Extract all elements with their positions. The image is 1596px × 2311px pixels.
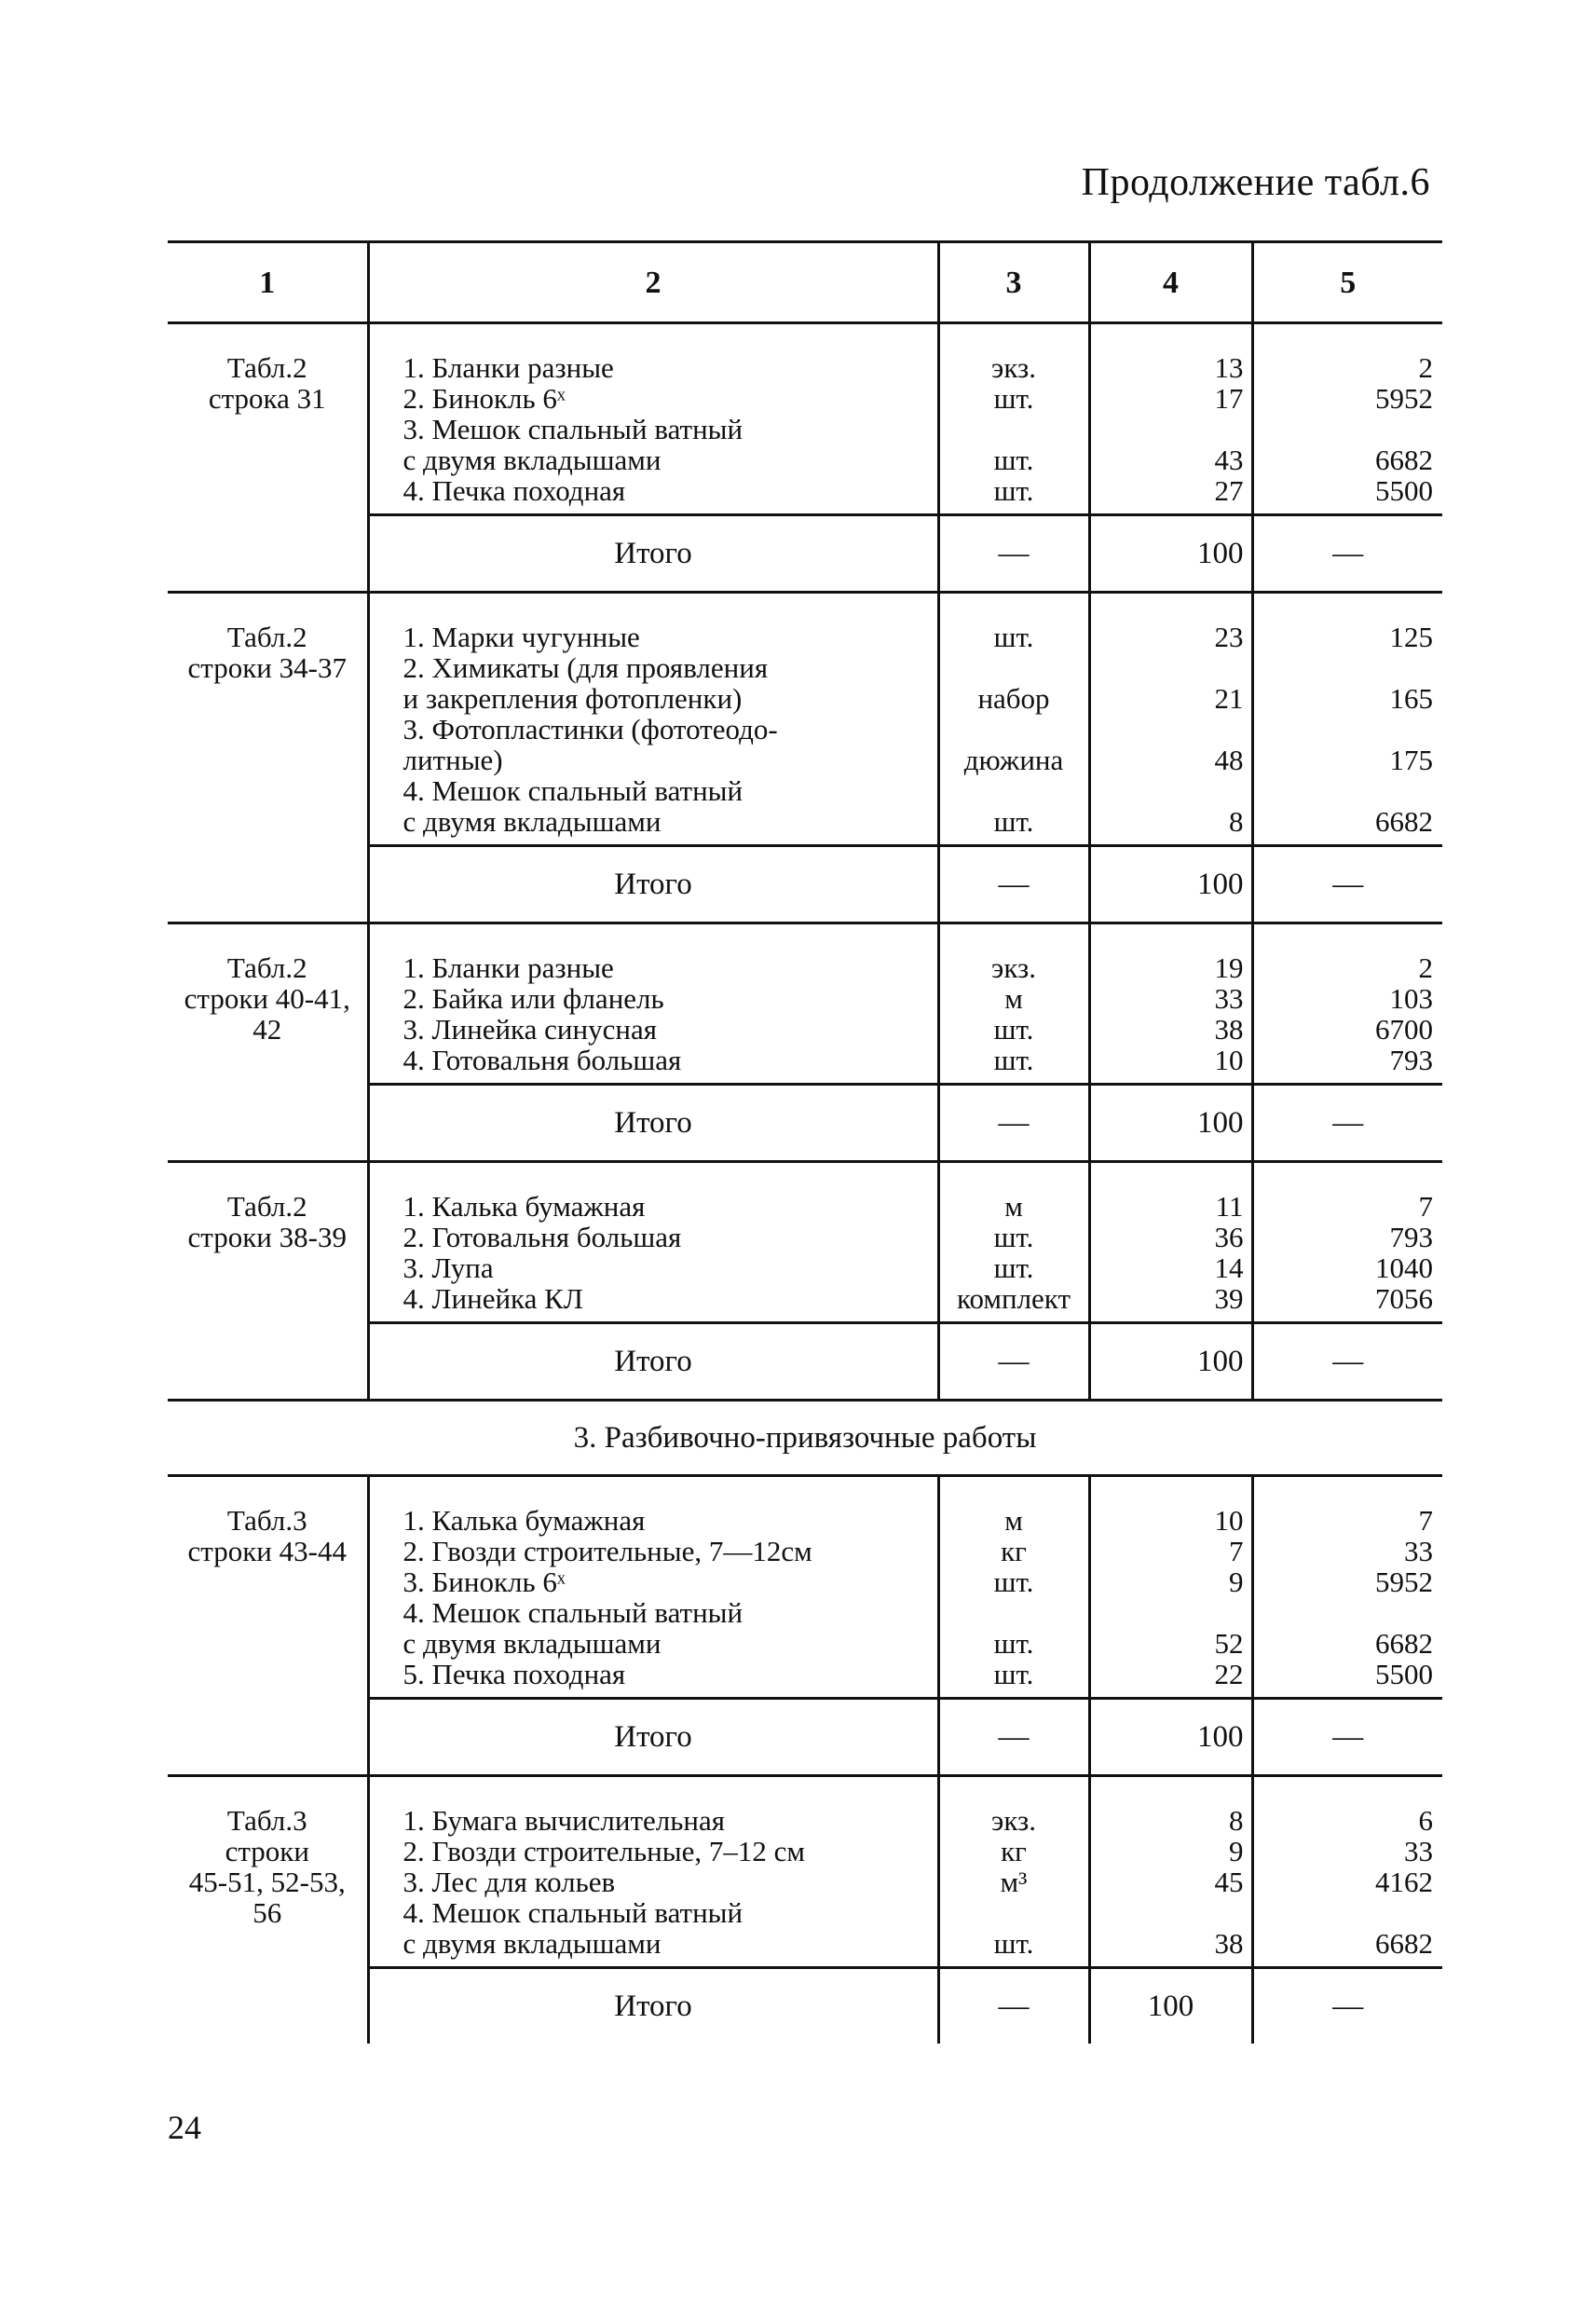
price-line: 793 bbox=[1389, 1221, 1433, 1253]
page-number: 24 bbox=[168, 2109, 201, 2146]
price-line: 6 bbox=[1418, 1804, 1433, 1837]
items-line: 3. Лес для кольев bbox=[402, 1866, 616, 1898]
qty-line: 14 bbox=[1214, 1251, 1244, 1284]
source-line: строки 34-37 bbox=[187, 651, 347, 684]
price-line bbox=[1254, 414, 1434, 444]
price-line: 6682 bbox=[1375, 1927, 1433, 1960]
header-col-3: 3 bbox=[938, 242, 1089, 323]
price-line bbox=[1254, 1597, 1434, 1628]
total-units: — bbox=[938, 515, 1089, 593]
source-line: строки 43-44 bbox=[187, 1535, 347, 1567]
price-line: 5500 bbox=[1375, 1658, 1433, 1690]
source-line: строки bbox=[225, 1835, 309, 1867]
items-line: 2. Химикаты (для проявления bbox=[402, 651, 769, 684]
price-line: 5500 bbox=[1375, 474, 1433, 507]
items-line: 4. Мешок спальный ватный bbox=[402, 774, 743, 807]
source-line: Табл.3 bbox=[226, 1804, 307, 1837]
total-label: Итого bbox=[368, 1085, 938, 1162]
qty-line: 19 bbox=[1214, 951, 1244, 984]
items-line: 2. Гвозди строительные, 7–12 см bbox=[402, 1835, 805, 1867]
price-line bbox=[1254, 652, 1434, 683]
total-qty: 100 bbox=[1089, 1699, 1252, 1776]
qty-line: 8 bbox=[1229, 1804, 1244, 1837]
units-line: шт. bbox=[993, 1627, 1034, 1660]
total-units: — bbox=[938, 1699, 1089, 1776]
items-line: 1. Бланки разные bbox=[402, 951, 614, 984]
units-line: шт. bbox=[993, 1927, 1034, 1960]
source-line: Табл.2 bbox=[226, 621, 307, 653]
units-line: шт. bbox=[993, 1658, 1034, 1690]
item-list bbox=[368, 1162, 938, 1323]
items-line: 4. Готовальня большая bbox=[402, 1044, 682, 1076]
total-price: — bbox=[1252, 1085, 1442, 1162]
units-line: шт. bbox=[993, 1566, 1034, 1598]
units-line: шт. bbox=[993, 474, 1034, 507]
source-line: 56 bbox=[252, 1896, 282, 1929]
total-units: — bbox=[938, 1323, 1089, 1401]
source-ref bbox=[168, 1162, 368, 1401]
units-line: шт. bbox=[993, 1013, 1034, 1046]
qty-line bbox=[1091, 714, 1244, 745]
items-line: литные) bbox=[402, 744, 503, 776]
units-line bbox=[940, 652, 1088, 683]
items-line: с двумя вкладышами bbox=[402, 1627, 662, 1660]
qty-line bbox=[1091, 414, 1244, 444]
total-qty: 100 bbox=[1089, 846, 1252, 923]
items-line: и закрепления фотопленки) bbox=[402, 682, 743, 715]
unit-list bbox=[938, 1476, 1089, 1699]
qty-line: 23 bbox=[1214, 621, 1244, 653]
header-col-4: 4 bbox=[1089, 242, 1252, 323]
total-label: Итого bbox=[368, 1968, 938, 2044]
price-line: 33 bbox=[1404, 1835, 1433, 1867]
units-line bbox=[940, 1897, 1088, 1928]
price-line: 1040 bbox=[1375, 1251, 1433, 1284]
units-line: шт. bbox=[993, 1221, 1034, 1253]
total-units: — bbox=[938, 1968, 1089, 2044]
group-row bbox=[168, 1476, 1442, 1699]
items-line: 1. Калька бумажная bbox=[402, 1190, 646, 1223]
price-line: 7 bbox=[1418, 1190, 1433, 1223]
source-line: строки 38-39 bbox=[187, 1221, 347, 1253]
qty-line: 9 bbox=[1229, 1835, 1244, 1867]
qty-line: 7 bbox=[1229, 1535, 1244, 1567]
unit-list bbox=[938, 323, 1089, 515]
qty-list bbox=[1089, 1476, 1252, 1699]
units-line: кг bbox=[1001, 1535, 1027, 1567]
total-units: — bbox=[938, 1085, 1089, 1162]
price-line: 5952 bbox=[1375, 1566, 1433, 1598]
qty-line: 11 bbox=[1215, 1190, 1244, 1223]
qty-line: 38 bbox=[1214, 1013, 1244, 1046]
group-row bbox=[168, 1162, 1442, 1323]
section-row bbox=[168, 1401, 1442, 1476]
price-line: 6682 bbox=[1375, 1627, 1433, 1660]
items-line: 2. Готовальня большая bbox=[402, 1221, 682, 1253]
total-price: — bbox=[1252, 515, 1442, 593]
units-line: кг bbox=[1001, 1835, 1027, 1867]
units-line bbox=[940, 1597, 1088, 1628]
price-line: 793 bbox=[1389, 1044, 1433, 1076]
item-list bbox=[368, 923, 938, 1085]
items-line: 3. Лупа bbox=[402, 1251, 494, 1284]
qty-list bbox=[1089, 923, 1252, 1085]
source-line: Табл.3 bbox=[226, 1504, 307, 1537]
items-line: с двумя вкладышами bbox=[402, 1927, 662, 1960]
source-ref bbox=[168, 923, 368, 1162]
units-line bbox=[940, 414, 1088, 444]
qty-line: 8 bbox=[1229, 805, 1244, 838]
units-line: шт. bbox=[993, 382, 1034, 415]
qty-line: 43 bbox=[1214, 444, 1244, 476]
total-qty: 100 bbox=[1089, 515, 1252, 593]
header-col-1: 1 bbox=[168, 242, 368, 323]
price-line: 6700 bbox=[1375, 1013, 1433, 1046]
price-list bbox=[1252, 1476, 1442, 1699]
total-units: — bbox=[938, 846, 1089, 923]
units-line: экз. bbox=[991, 951, 1036, 984]
source-line: Табл.2 bbox=[226, 1190, 307, 1223]
source-line: Табл.2 bbox=[226, 951, 307, 984]
qty-line: 33 bbox=[1214, 982, 1244, 1015]
price-list bbox=[1252, 923, 1442, 1085]
units-line: комплект bbox=[956, 1282, 1071, 1315]
source-ref bbox=[168, 593, 368, 923]
unit-list bbox=[938, 1776, 1089, 1968]
source-line: строки 40-41, bbox=[184, 982, 350, 1015]
total-price: — bbox=[1252, 846, 1442, 923]
price-list bbox=[1252, 593, 1442, 846]
source-line: 45-51, 52-53, bbox=[188, 1866, 346, 1898]
total-label: Итого bbox=[368, 1323, 938, 1401]
source-line: 42 bbox=[252, 1013, 282, 1046]
qty-line: 36 bbox=[1214, 1221, 1244, 1253]
qty-line: 9 bbox=[1229, 1566, 1244, 1598]
qty-line: 48 bbox=[1214, 744, 1244, 776]
qty-line: 13 bbox=[1214, 351, 1244, 384]
section-title: 3. Разбивочно-привязочные работы bbox=[168, 1401, 1442, 1476]
qty-line bbox=[1091, 775, 1244, 806]
qty-line: 10 bbox=[1214, 1044, 1244, 1076]
qty-line: 21 bbox=[1214, 682, 1244, 715]
items-line: 2. Бинокль 6ˣ bbox=[402, 382, 566, 415]
qty-line bbox=[1091, 1597, 1244, 1628]
group-row bbox=[168, 1776, 1442, 1968]
price-line: 103 bbox=[1389, 982, 1433, 1015]
header-col-5: 5 bbox=[1252, 242, 1442, 323]
price-line: 6682 bbox=[1375, 444, 1433, 476]
total-price: — bbox=[1252, 1699, 1442, 1776]
qty-list bbox=[1089, 1162, 1252, 1323]
qty-list bbox=[1089, 1776, 1252, 1968]
units-line: шт. bbox=[993, 621, 1034, 653]
qty-line: 22 bbox=[1214, 1658, 1244, 1690]
source-ref bbox=[168, 1776, 368, 2044]
price-line bbox=[1254, 1897, 1434, 1928]
items-line: 1. Калька бумажная bbox=[402, 1504, 646, 1537]
qty-line: 10 bbox=[1214, 1504, 1244, 1537]
price-line: 175 bbox=[1389, 744, 1433, 776]
units-line: шт. bbox=[993, 1044, 1034, 1076]
qty-line: 39 bbox=[1214, 1282, 1244, 1315]
item-list bbox=[368, 593, 938, 846]
items-line: 3. Линейка синусная bbox=[402, 1013, 657, 1046]
price-line: 6682 bbox=[1375, 805, 1433, 838]
price-line: 4162 bbox=[1375, 1866, 1433, 1898]
units-line bbox=[940, 775, 1088, 806]
total-qty: 100 bbox=[1089, 1968, 1252, 2044]
total-label: Итого bbox=[368, 515, 938, 593]
items-line: с двумя вкладышами bbox=[402, 805, 662, 838]
qty-line: 17 bbox=[1214, 382, 1244, 415]
table-caption: Продолжение табл.6 bbox=[1081, 161, 1430, 204]
units-line: м³ bbox=[1000, 1866, 1028, 1898]
items-line: 2. Байка или фланель bbox=[402, 982, 664, 1015]
items-line: 3. Мешок спальный ватный bbox=[402, 413, 743, 445]
qty-list bbox=[1089, 323, 1252, 515]
price-line: 2 bbox=[1418, 951, 1433, 984]
price-list bbox=[1252, 1776, 1442, 1968]
items-line: 4. Мешок спальный ватный bbox=[402, 1596, 743, 1629]
price-list bbox=[1252, 1162, 1442, 1323]
total-price: — bbox=[1252, 1323, 1442, 1401]
group-row bbox=[168, 323, 1442, 515]
price-line: 165 bbox=[1389, 682, 1433, 715]
unit-list bbox=[938, 593, 1089, 846]
units-line: м bbox=[1004, 1190, 1023, 1223]
price-list bbox=[1252, 323, 1442, 515]
total-label: Итого bbox=[368, 846, 938, 923]
total-price: — bbox=[1252, 1968, 1442, 2044]
units-line: шт. bbox=[993, 444, 1034, 476]
price-line bbox=[1254, 775, 1434, 806]
units-line: дюжина bbox=[963, 744, 1064, 776]
item-list bbox=[368, 323, 938, 515]
units-line: экз. bbox=[991, 351, 1036, 384]
source-ref bbox=[168, 323, 368, 593]
items-line: 3. Бинокль 6ˣ bbox=[402, 1566, 566, 1598]
qty-line bbox=[1091, 1897, 1244, 1928]
qty-line: 45 bbox=[1214, 1866, 1244, 1898]
units-line: шт. bbox=[993, 805, 1034, 838]
units-line: экз. bbox=[991, 1804, 1036, 1837]
units-line: шт. bbox=[993, 1251, 1034, 1284]
item-list bbox=[368, 1776, 938, 1968]
units-line bbox=[940, 714, 1088, 745]
items-line: 4. Линейка КЛ bbox=[402, 1282, 583, 1315]
units-line: м bbox=[1004, 982, 1023, 1015]
price-line: 5952 bbox=[1375, 382, 1433, 415]
items-line: 5. Печка походная bbox=[402, 1658, 626, 1690]
source-line: Табл.2 bbox=[226, 351, 307, 384]
price-line: 7056 bbox=[1375, 1282, 1433, 1315]
total-qty: 100 bbox=[1089, 1323, 1252, 1401]
group-row bbox=[168, 923, 1442, 1085]
price-line: 7 bbox=[1418, 1504, 1433, 1537]
items-line: 4. Мешок спальный ватный bbox=[402, 1896, 743, 1929]
items-line: 1. Бумага вычислительная bbox=[402, 1804, 725, 1837]
price-line: 2 bbox=[1418, 351, 1433, 384]
qty-line: 52 bbox=[1214, 1627, 1244, 1660]
items-line: 4. Печка походная bbox=[402, 474, 626, 507]
items-line: с двумя вкладышами bbox=[402, 444, 662, 476]
qty-list bbox=[1089, 593, 1252, 846]
items-line: 3. Фотопластинки (фототеодо- bbox=[402, 713, 778, 745]
qty-line bbox=[1091, 652, 1244, 683]
items-line: 1. Марки чугунные bbox=[402, 621, 640, 653]
header-col-2: 2 bbox=[368, 242, 938, 323]
materials-table bbox=[168, 240, 1442, 2044]
qty-line: 38 bbox=[1214, 1927, 1244, 1960]
units-line: м bbox=[1004, 1504, 1023, 1537]
group-row bbox=[168, 593, 1442, 846]
header-row bbox=[168, 242, 1442, 323]
price-line: 33 bbox=[1404, 1535, 1433, 1567]
item-list bbox=[368, 1476, 938, 1699]
total-qty: 100 bbox=[1089, 1085, 1252, 1162]
source-ref bbox=[168, 1476, 368, 1776]
unit-list bbox=[938, 1162, 1089, 1323]
price-line bbox=[1254, 714, 1434, 745]
price-line: 125 bbox=[1389, 621, 1433, 653]
source-line: строка 31 bbox=[208, 382, 326, 415]
units-line: набор bbox=[977, 682, 1050, 715]
unit-list bbox=[938, 923, 1089, 1085]
total-label: Итого bbox=[368, 1699, 938, 1776]
qty-line: 27 bbox=[1214, 474, 1244, 507]
items-line: 2. Гвозди строительные, 7—12см bbox=[402, 1535, 812, 1567]
items-line: 1. Бланки разные bbox=[402, 351, 614, 384]
